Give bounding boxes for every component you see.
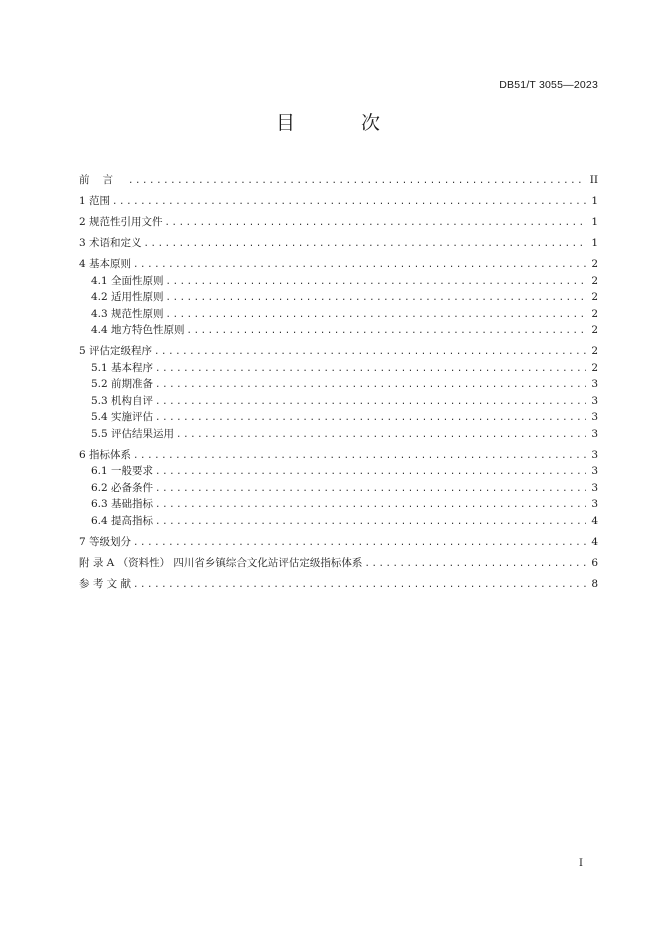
toc-entry-page: 3 bbox=[591, 465, 598, 477]
toc-dot-leader bbox=[155, 377, 586, 394]
toc-entry-label: 6.1 一般要求 bbox=[91, 465, 154, 477]
toc-dot-leader bbox=[133, 257, 586, 274]
toc-dot-leader bbox=[133, 535, 586, 552]
toc-entry[interactable] bbox=[79, 214, 598, 231]
toc-entry[interactable] bbox=[79, 534, 598, 551]
toc-entry[interactable] bbox=[79, 513, 598, 530]
toc-dot-leader bbox=[155, 394, 586, 411]
toc-entry[interactable] bbox=[79, 463, 598, 480]
toc-entry-page: 3 bbox=[591, 481, 598, 494]
toc-entry-page: 1 bbox=[591, 216, 598, 228]
toc-dot-leader bbox=[112, 194, 586, 211]
toc-entry[interactable] bbox=[79, 480, 598, 497]
toc-entry-label: 4.4 地方特色性原则 bbox=[91, 324, 185, 336]
toc-dot-leader bbox=[155, 481, 586, 498]
toc-entry-page: 3 bbox=[591, 448, 598, 461]
toc-entry-label: 6.2 必备条件 bbox=[91, 481, 154, 494]
toc-entry[interactable] bbox=[79, 447, 598, 464]
toc-entry-label: 4.1 全面性原则 bbox=[91, 274, 164, 287]
toc-entry-page: 2 bbox=[591, 324, 598, 336]
toc-entry-page: 2 bbox=[591, 291, 598, 303]
document-code: DB51/T 3055—2023 bbox=[499, 79, 598, 91]
toc-dot-leader bbox=[154, 344, 586, 361]
toc-dot-leader bbox=[144, 236, 586, 253]
toc-entry-label: 6.4 提高指标 bbox=[91, 514, 154, 527]
toc-dot-leader bbox=[166, 290, 586, 307]
toc-entry-label: 前言 bbox=[79, 174, 126, 186]
toc-entry-label: 参 考 文 献 bbox=[79, 577, 132, 590]
toc-dot-leader bbox=[166, 307, 586, 324]
toc-entry-label: 7 等级划分 bbox=[79, 535, 132, 548]
toc-dot-leader bbox=[155, 464, 586, 481]
toc-entry-label: 6.3 基础指标 bbox=[91, 498, 154, 510]
toc-entry[interactable] bbox=[79, 322, 598, 339]
toc-entry-label: 2 规范性引用文件 bbox=[79, 216, 163, 228]
toc-entry-page: 3 bbox=[591, 378, 598, 390]
toc-entry-page: 4 bbox=[591, 514, 598, 527]
toc-dot-leader bbox=[155, 497, 586, 514]
toc-entry-page: 6 bbox=[591, 556, 598, 569]
page-title: 目 次 bbox=[275, 112, 411, 134]
toc-entry[interactable] bbox=[79, 360, 598, 377]
toc-entry-page: 2 bbox=[591, 345, 598, 357]
toc-entry-label: 5.4 实施评估 bbox=[91, 411, 154, 423]
toc-entry-page: 3 bbox=[591, 411, 598, 423]
toc-dot-leader bbox=[165, 215, 586, 232]
toc-entry-label: 3 术语和定义 bbox=[79, 237, 142, 249]
toc-entry-page: 1 bbox=[591, 237, 598, 249]
toc-entry[interactable] bbox=[79, 393, 598, 410]
toc-dot-leader bbox=[133, 577, 586, 594]
toc-entry-page: 8 bbox=[591, 577, 598, 590]
toc-entry-page: 4 bbox=[591, 535, 598, 548]
toc-entry-page: 1 bbox=[591, 195, 598, 207]
toc-dot-leader bbox=[128, 173, 586, 190]
toc-entry[interactable] bbox=[79, 235, 598, 252]
toc-entry-label: 5.1 基本程序 bbox=[91, 361, 154, 374]
toc-entry-label: 5.3 机构自评 bbox=[91, 394, 154, 407]
toc-entry-label: 4 基本原则 bbox=[79, 258, 132, 270]
toc-entry[interactable] bbox=[79, 256, 598, 273]
toc-dot-leader bbox=[155, 361, 586, 378]
toc-dot-leader bbox=[364, 556, 586, 573]
toc-entry-page: II bbox=[589, 174, 598, 186]
toc-entry[interactable] bbox=[79, 172, 598, 189]
toc-entry-label: 5 评估定级程序 bbox=[79, 345, 153, 357]
page-number: I bbox=[579, 858, 583, 869]
toc-entry-page: 2 bbox=[591, 258, 598, 270]
toc-entry-page: 3 bbox=[591, 498, 598, 510]
toc-entry[interactable] bbox=[79, 496, 598, 513]
toc-entry[interactable] bbox=[79, 273, 598, 290]
toc-dot-leader bbox=[155, 410, 586, 427]
toc-entry-page: 3 bbox=[591, 394, 598, 407]
toc-entry-label: 1 范围 bbox=[79, 195, 111, 207]
toc-dot-leader bbox=[187, 323, 586, 340]
toc-entry-label: 附 录 A （资料性） 四川省乡镇综合文化站评估定级指标体系 bbox=[79, 556, 363, 569]
toc-entry-label: 5.5 评估结果运用 bbox=[91, 427, 175, 440]
toc-dot-leader bbox=[155, 514, 586, 531]
toc-entry[interactable] bbox=[79, 376, 598, 393]
toc-entry-page: 2 bbox=[591, 361, 598, 374]
toc-entry[interactable] bbox=[79, 409, 598, 426]
toc-entry[interactable] bbox=[79, 193, 598, 210]
toc-entry-page: 2 bbox=[591, 307, 598, 320]
toc-entry[interactable] bbox=[79, 306, 598, 323]
toc-entry-label: 5.2 前期准备 bbox=[91, 378, 154, 390]
toc-entry-label: 6 指标体系 bbox=[79, 448, 132, 461]
toc-entry[interactable] bbox=[79, 426, 598, 443]
toc-entry[interactable] bbox=[79, 343, 598, 360]
table-of-contents bbox=[79, 172, 598, 592]
toc-entry-page: 2 bbox=[591, 274, 598, 287]
toc-entry[interactable] bbox=[79, 576, 598, 593]
toc-dot-leader bbox=[133, 448, 586, 465]
toc-entry-page: 3 bbox=[591, 427, 598, 440]
toc-dot-leader bbox=[176, 427, 586, 444]
toc-entry[interactable] bbox=[79, 555, 598, 572]
toc-entry-label: 4.2 适用性原则 bbox=[91, 291, 164, 303]
toc-dot-leader bbox=[166, 274, 586, 291]
toc-entry[interactable] bbox=[79, 289, 598, 306]
toc-entry-label: 4.3 规范性原则 bbox=[91, 307, 164, 320]
